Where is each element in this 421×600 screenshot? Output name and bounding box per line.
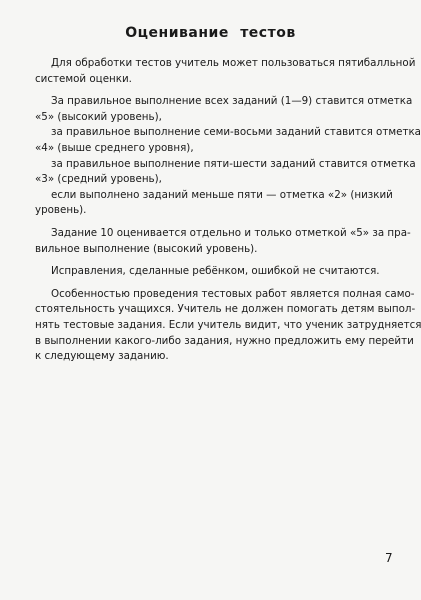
text-line: «3» (средний уровень), <box>35 173 162 186</box>
text-line: вильное выполнение (высокий уровень). <box>35 242 258 255</box>
text-line: за правильное выполнение семи-восьми заданий ставится отметка <box>51 126 421 139</box>
text-line: стоятельность учащихся. Учитель не должен помогать детям выпол- <box>35 303 416 316</box>
paragraph-grading-system <box>35 56 416 87</box>
paragraph-task-10 <box>35 226 411 257</box>
text-line: за правильное выполнение пяти-шести заданий ставится отметка <box>51 157 416 170</box>
page-title: Оценивание тестов <box>125 25 296 41</box>
paragraph-independence <box>35 287 421 365</box>
text-line: Исправления, сделанные ребёнком, ошибкой не считаются. <box>51 265 380 278</box>
text-line: Задание 10 оценивается отдельно и только отметкой «5» за пра- <box>51 226 411 239</box>
text-line: нять тестовые задания. Если учитель видит, что ученик затрудняется <box>35 318 421 331</box>
text-line: к следующему заданию. <box>35 350 169 363</box>
text-line: уровень). <box>35 204 87 217</box>
page-number: 7 <box>385 551 393 565</box>
text-line: в выполнении какого-либо задания, нужно предложить ему перейти <box>35 334 414 347</box>
text-line: если выполнено заданий меньше пяти — отметка «2» (низкий <box>51 188 393 201</box>
paragraph-corrections <box>35 264 390 280</box>
text-line: «4» (выше среднего уровня), <box>35 141 194 154</box>
text-line: Особенностью проведения тестовых работ является полная само- <box>51 287 415 300</box>
text-line: «5» (высокий уровень), <box>35 110 162 123</box>
paragraph-grade-criteria <box>35 94 421 219</box>
text-line: системой оценки. <box>35 72 132 85</box>
document-body <box>35 56 421 365</box>
text-line: За правильное выполнение всех заданий (1—9) ставится отметка <box>51 95 413 108</box>
text-line: Для обработки тестов учитель может пользоваться пятибалльной <box>51 57 416 69</box>
